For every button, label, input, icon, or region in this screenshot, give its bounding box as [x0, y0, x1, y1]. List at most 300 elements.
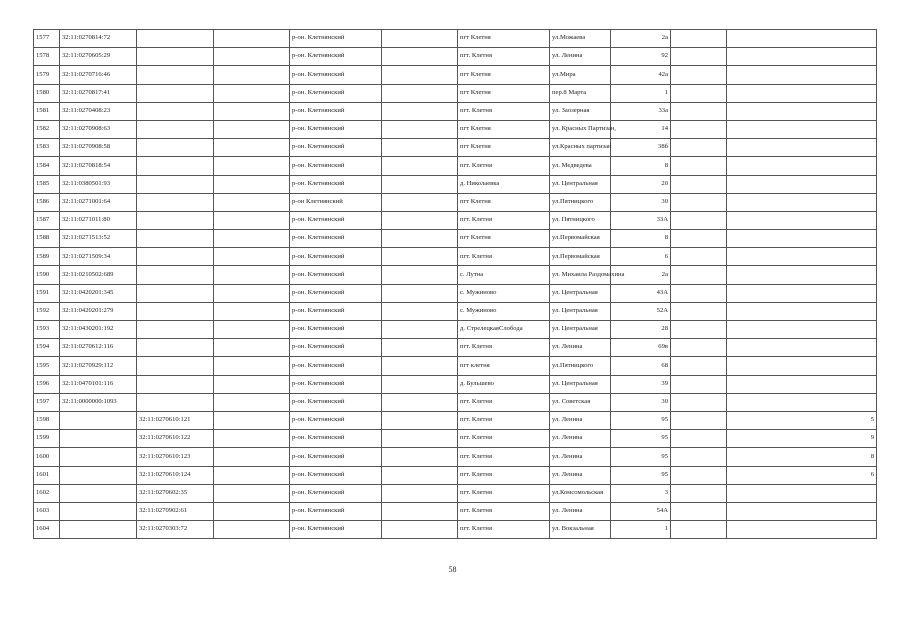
house-number-cell: 3	[611, 484, 671, 502]
house-number-cell: 20	[611, 175, 671, 193]
street-cell: ул. Медведева	[550, 157, 611, 175]
row-number-cell: 1597	[34, 393, 60, 411]
street-cell: ул.Мира	[550, 66, 611, 84]
apartment-number-cell	[727, 284, 877, 302]
house-number-cell: 92	[611, 48, 671, 66]
cadastral-number-cell: 32:11:0270716:46	[60, 66, 137, 84]
cadastral-number-cell: 32:11:0271011:80	[60, 211, 137, 229]
blank-cell	[382, 48, 458, 66]
blank-cell	[214, 339, 290, 357]
table-row	[34, 30, 877, 48]
apartment-number-cell	[727, 502, 877, 520]
row-number-cell: 1591	[34, 284, 60, 302]
apartment-number-cell	[727, 248, 877, 266]
cadastral-number-alt-cell	[137, 393, 214, 411]
house-number-cell: 54А	[611, 502, 671, 520]
blank-cell	[382, 175, 458, 193]
blank-cell	[382, 84, 458, 102]
blank-cell	[671, 84, 727, 102]
blank-cell	[382, 30, 458, 48]
blank-cell	[671, 30, 727, 48]
district-cell: р-он. Клетнянский	[290, 393, 382, 411]
apartment-number-cell	[727, 84, 877, 102]
blank-cell	[671, 48, 727, 66]
house-number-cell: 2а	[611, 266, 671, 284]
blank-cell	[214, 357, 290, 375]
table-row	[34, 411, 877, 429]
blank-cell	[214, 448, 290, 466]
blank-cell	[671, 321, 727, 339]
house-number-cell: 39	[611, 375, 671, 393]
district-cell: р-он. Клетнянский	[290, 448, 382, 466]
district-cell: р-он. Клетнянский	[290, 430, 382, 448]
blank-cell	[671, 66, 727, 84]
district-cell: р-он. Клетнянский	[290, 302, 382, 320]
cadastral-number-alt-cell	[137, 157, 214, 175]
district-cell: р-он. Клетнянский	[290, 484, 382, 502]
district-cell: р-он. Клетнянский	[290, 321, 382, 339]
cadastral-number-alt-cell	[137, 339, 214, 357]
cadastral-number-cell	[60, 466, 137, 484]
district-cell: р-он. Клетнянский	[290, 248, 382, 266]
district-cell: р-он. Клетнянский	[290, 30, 382, 48]
house-number-cell: 8	[611, 230, 671, 248]
street-cell: ул. Ленина	[550, 411, 611, 429]
street-cell: ул. Ленина	[550, 48, 611, 66]
row-number-cell: 1578	[34, 48, 60, 66]
blank-cell	[382, 430, 458, 448]
district-cell: р-он. Клетнянский	[290, 211, 382, 229]
street-cell: ул. Ленина	[550, 466, 611, 484]
street-cell: ул. Ленина	[550, 430, 611, 448]
blank-cell	[214, 157, 290, 175]
cadastral-number-cell: 32:11:0420201:345	[60, 284, 137, 302]
apartment-number-cell	[727, 521, 877, 539]
settlement-cell: пгт Клетня	[458, 230, 550, 248]
row-number-cell: 1595	[34, 357, 60, 375]
blank-cell	[214, 139, 290, 157]
blank-cell	[671, 211, 727, 229]
row-number-cell: 1598	[34, 411, 60, 429]
blank-cell	[671, 120, 727, 138]
street-cell: ул. Пятницкого	[550, 211, 611, 229]
table-row	[34, 521, 877, 539]
district-cell: р-он. Клетнянский	[290, 375, 382, 393]
house-number-cell: 68	[611, 357, 671, 375]
house-number-cell: 95	[611, 411, 671, 429]
blank-cell	[671, 448, 727, 466]
apartment-number-cell	[727, 393, 877, 411]
street-cell: пер.8 Марта	[550, 84, 611, 102]
blank-cell	[214, 411, 290, 429]
blank-cell	[382, 484, 458, 502]
district-cell: р-он. Клетнянский	[290, 521, 382, 539]
apartment-number-cell	[727, 266, 877, 284]
district-cell: р-он. Клетнянский	[290, 502, 382, 520]
street-cell: ул. Ленина	[550, 448, 611, 466]
apartment-number-cell	[727, 30, 877, 48]
settlement-cell: пгт. Клетня	[458, 502, 550, 520]
apartment-number-cell	[727, 302, 877, 320]
street-cell: ул.Можаева	[550, 30, 611, 48]
row-number-cell: 1596	[34, 375, 60, 393]
cadastral-number-cell	[60, 411, 137, 429]
cadastral-number-cell: 32:11:0270605:29	[60, 48, 137, 66]
cadastral-number-alt-cell	[137, 375, 214, 393]
blank-cell	[671, 411, 727, 429]
district-cell: р-он. Клетнянский	[290, 48, 382, 66]
apartment-number-cell	[727, 321, 877, 339]
cadastral-number-cell	[60, 484, 137, 502]
row-number-cell: 1579	[34, 66, 60, 84]
blank-cell	[382, 521, 458, 539]
row-number-cell: 1603	[34, 502, 60, 520]
blank-cell	[214, 484, 290, 502]
cadastral-number-alt-cell	[137, 30, 214, 48]
apartment-number-cell	[727, 102, 877, 120]
row-number-cell: 1602	[34, 484, 60, 502]
settlement-cell: пгт. Клетня	[458, 339, 550, 357]
register-body	[34, 30, 877, 539]
blank-cell	[214, 502, 290, 520]
cadastral-number-cell: 32:11:0270908:58	[60, 139, 137, 157]
cadastral-number-cell: 32:11:0270814:72	[60, 30, 137, 48]
table-row	[34, 393, 877, 411]
cadastral-number-alt-cell	[137, 211, 214, 229]
blank-cell	[671, 230, 727, 248]
settlement-cell: пгт. Клетня	[458, 48, 550, 66]
table-row	[34, 193, 877, 211]
blank-cell	[671, 193, 727, 211]
blank-cell	[382, 230, 458, 248]
cadastral-number-alt-cell	[137, 84, 214, 102]
district-cell: р-он. Клетнянский	[290, 102, 382, 120]
blank-cell	[671, 484, 727, 502]
street-cell: ул. Заозерная	[550, 102, 611, 120]
blank-cell	[671, 357, 727, 375]
page-number: 58	[448, 565, 457, 574]
house-number-cell: 2а	[611, 30, 671, 48]
street-cell: ул. Ленина	[550, 339, 611, 357]
district-cell: р-он. Клетнянский	[290, 266, 382, 284]
cadastral-number-alt-cell: 32:11:0270610:123	[137, 448, 214, 466]
table-row	[34, 139, 877, 157]
district-cell: р-он. Клетнянский	[290, 157, 382, 175]
blank-cell	[382, 66, 458, 84]
street-cell: ул.Первомайская	[550, 230, 611, 248]
row-number-cell: 1589	[34, 248, 60, 266]
district-cell: р-он. Клетнянский	[290, 139, 382, 157]
cadastral-number-cell: 32:11:0380501:93	[60, 175, 137, 193]
house-number-cell: 52А	[611, 302, 671, 320]
district-cell: р-он. Клетнянский	[290, 175, 382, 193]
blank-cell	[382, 302, 458, 320]
cadastral-number-alt-cell	[137, 66, 214, 84]
row-number-cell: 1585	[34, 175, 60, 193]
apartment-number-cell	[727, 66, 877, 84]
apartment-number-cell: 9	[727, 430, 877, 448]
blank-cell	[382, 448, 458, 466]
house-number-cell: 69в	[611, 339, 671, 357]
blank-cell	[214, 66, 290, 84]
cadastral-number-cell: 32:11:0430201:192	[60, 321, 137, 339]
cadastral-number-alt-cell	[137, 48, 214, 66]
blank-cell	[214, 375, 290, 393]
table-row	[34, 430, 877, 448]
street-cell: ул. Центральная	[550, 302, 611, 320]
apartment-number-cell: 8	[727, 448, 877, 466]
settlement-cell: пгт Клетня	[458, 30, 550, 48]
blank-cell	[214, 193, 290, 211]
settlement-cell: пгт Клетня	[458, 120, 550, 138]
house-number-cell: 95	[611, 466, 671, 484]
cadastral-number-cell: 32:11:0420201:279	[60, 302, 137, 320]
cadastral-number-alt-cell	[137, 120, 214, 138]
blank-cell	[214, 48, 290, 66]
blank-cell	[671, 175, 727, 193]
street-cell: ул. Центральная	[550, 375, 611, 393]
row-number-cell: 1577	[34, 30, 60, 48]
table-row	[34, 211, 877, 229]
house-number-cell: 1	[611, 521, 671, 539]
settlement-cell: пгт. Клетня	[458, 248, 550, 266]
table-row	[34, 339, 877, 357]
district-cell: р-он. Клетнянский	[290, 120, 382, 138]
house-number-cell: 33А	[611, 211, 671, 229]
table-row	[34, 448, 877, 466]
street-cell: ул. Центральная	[550, 321, 611, 339]
cadastral-number-cell: 32:11:0270929:112	[60, 357, 137, 375]
blank-cell	[671, 375, 727, 393]
blank-cell	[214, 466, 290, 484]
blank-cell	[214, 284, 290, 302]
blank-cell	[382, 102, 458, 120]
blank-cell	[214, 211, 290, 229]
street-cell: ул. Центральная	[550, 175, 611, 193]
table-row	[34, 84, 877, 102]
blank-cell	[382, 248, 458, 266]
street-cell: ул.Пятницкого	[550, 357, 611, 375]
settlement-cell: пгт. Клетня	[458, 393, 550, 411]
house-number-cell: 33а	[611, 102, 671, 120]
row-number-cell: 1586	[34, 193, 60, 211]
blank-cell	[671, 393, 727, 411]
settlement-cell: пгт. Клетня	[458, 521, 550, 539]
row-number-cell: 1588	[34, 230, 60, 248]
cadastral-number-cell: 32:11:0271001:64	[60, 193, 137, 211]
blank-cell	[214, 393, 290, 411]
cadastral-number-alt-cell	[137, 230, 214, 248]
settlement-cell: д. Николаевка	[458, 175, 550, 193]
street-cell: ул.Первомайская	[550, 248, 611, 266]
blank-cell	[671, 266, 727, 284]
blank-cell	[214, 521, 290, 539]
blank-cell	[214, 266, 290, 284]
apartment-number-cell	[727, 120, 877, 138]
street-cell: ул. Центральная	[550, 284, 611, 302]
house-number-cell: 95	[611, 430, 671, 448]
table-row	[34, 357, 877, 375]
district-cell: р-он. Клетнянский	[290, 84, 382, 102]
table-row	[34, 230, 877, 248]
cadastral-number-cell: 32:11:0271513:52	[60, 230, 137, 248]
property-register-table	[33, 29, 877, 539]
blank-cell	[382, 284, 458, 302]
blank-cell	[671, 302, 727, 320]
house-number-cell: 1	[611, 84, 671, 102]
row-number-cell: 1583	[34, 139, 60, 157]
settlement-cell: пгт. Клетня	[458, 102, 550, 120]
apartment-number-cell	[727, 157, 877, 175]
table-row	[34, 266, 877, 284]
blank-cell	[382, 211, 458, 229]
house-number-cell: 43А	[611, 284, 671, 302]
street-cell: ул.Пятницкого	[550, 193, 611, 211]
table-row	[34, 502, 877, 520]
table-row	[34, 302, 877, 320]
cadastral-number-cell	[60, 430, 137, 448]
table-row	[34, 375, 877, 393]
settlement-cell: пгт Клетня	[458, 66, 550, 84]
table-row	[34, 102, 877, 120]
apartment-number-cell	[727, 484, 877, 502]
row-number-cell: 1582	[34, 120, 60, 138]
table-row	[34, 175, 877, 193]
row-number-cell: 1592	[34, 302, 60, 320]
apartment-number-cell	[727, 375, 877, 393]
blank-cell	[382, 120, 458, 138]
street-cell: ул.Красных партизан	[550, 139, 611, 157]
house-number-cell: 28	[611, 321, 671, 339]
blank-cell	[214, 302, 290, 320]
apartment-number-cell	[727, 193, 877, 211]
cadastral-number-alt-cell	[137, 139, 214, 157]
district-cell: р-он. Клетнянский	[290, 411, 382, 429]
street-cell: ул. Советская	[550, 393, 611, 411]
cadastral-number-alt-cell	[137, 357, 214, 375]
cadastral-number-alt-cell: 32:11:0270610:124	[137, 466, 214, 484]
blank-cell	[671, 430, 727, 448]
cadastral-number-alt-cell	[137, 102, 214, 120]
row-number-cell: 1587	[34, 211, 60, 229]
cadastral-number-alt-cell	[137, 248, 214, 266]
apartment-number-cell	[727, 211, 877, 229]
apartment-number-cell	[727, 175, 877, 193]
street-cell: ул. Красных Партизан,	[550, 120, 611, 138]
table-row	[34, 484, 877, 502]
table-row	[34, 321, 877, 339]
cadastral-number-alt-cell: 32:11:0270610:122	[137, 430, 214, 448]
settlement-cell: пгт. Клетня	[458, 466, 550, 484]
blank-cell	[382, 266, 458, 284]
street-cell: ул. Вокзальная	[550, 521, 611, 539]
house-number-cell: 42а	[611, 66, 671, 84]
blank-cell	[382, 502, 458, 520]
row-number-cell: 1601	[34, 466, 60, 484]
blank-cell	[671, 248, 727, 266]
cadastral-number-cell: 32:11:0270818:54	[60, 157, 137, 175]
apartment-number-cell	[727, 48, 877, 66]
table-row	[34, 157, 877, 175]
settlement-cell: с. Мужиново	[458, 284, 550, 302]
blank-cell	[671, 102, 727, 120]
blank-cell	[382, 393, 458, 411]
blank-cell	[214, 321, 290, 339]
settlement-cell: пгт Клетня	[458, 193, 550, 211]
blank-cell	[671, 466, 727, 484]
house-number-cell: 38б	[611, 139, 671, 157]
district-cell: р-он Клетнянский	[290, 193, 382, 211]
blank-cell	[382, 339, 458, 357]
cadastral-number-alt-cell: 32:11:0270610:121	[137, 411, 214, 429]
cadastral-number-cell	[60, 502, 137, 520]
blank-cell	[671, 502, 727, 520]
blank-cell	[382, 157, 458, 175]
settlement-cell: пгт. Клетня	[458, 430, 550, 448]
district-cell: р-он. Клетнянский	[290, 284, 382, 302]
table-row	[34, 248, 877, 266]
house-number-cell: 6	[611, 248, 671, 266]
cadastral-number-alt-cell	[137, 175, 214, 193]
blank-cell	[214, 430, 290, 448]
table-row	[34, 120, 877, 138]
cadastral-number-cell: 32:11:0270408:23	[60, 102, 137, 120]
blank-cell	[214, 248, 290, 266]
cadastral-number-cell: 32:11:0270817:41	[60, 84, 137, 102]
cadastral-number-cell: 32:11:0210502:689	[60, 266, 137, 284]
apartment-number-cell: 5	[727, 411, 877, 429]
row-number-cell: 1580	[34, 84, 60, 102]
row-number-cell: 1594	[34, 339, 60, 357]
row-number-cell: 1599	[34, 430, 60, 448]
street-cell: ул. Ленина	[550, 502, 611, 520]
blank-cell	[671, 521, 727, 539]
district-cell: р-он. Клетнянский	[290, 357, 382, 375]
blank-cell	[382, 139, 458, 157]
blank-cell	[382, 375, 458, 393]
settlement-cell: д. СтрелецкаяСлобода	[458, 321, 550, 339]
blank-cell	[382, 357, 458, 375]
settlement-cell: пгт. Клетня	[458, 411, 550, 429]
apartment-number-cell	[727, 230, 877, 248]
table-row	[34, 284, 877, 302]
apartment-number-cell	[727, 139, 877, 157]
blank-cell	[671, 139, 727, 157]
row-number-cell: 1584	[34, 157, 60, 175]
row-number-cell: 1604	[34, 521, 60, 539]
cadastral-number-alt-cell: 32:11:0270303:72	[137, 521, 214, 539]
apartment-number-cell: 6	[727, 466, 877, 484]
blank-cell	[382, 193, 458, 211]
cadastral-number-cell	[60, 448, 137, 466]
blank-cell	[382, 411, 458, 429]
cadastral-number-cell: 32:11:0270612:116	[60, 339, 137, 357]
cadastral-number-alt-cell	[137, 193, 214, 211]
cadastral-number-cell	[60, 521, 137, 539]
settlement-cell: с. Лутна	[458, 266, 550, 284]
settlement-cell: пгт Клетня	[458, 139, 550, 157]
blank-cell	[214, 120, 290, 138]
cadastral-number-cell: 32:11:0271509:34	[60, 248, 137, 266]
blank-cell	[214, 230, 290, 248]
blank-cell	[671, 339, 727, 357]
house-number-cell: 30	[611, 193, 671, 211]
row-number-cell: 1593	[34, 321, 60, 339]
apartment-number-cell	[727, 357, 877, 375]
cadastral-number-alt-cell: 32:11:0270902:61	[137, 502, 214, 520]
house-number-cell: 8	[611, 157, 671, 175]
district-cell: р-он. Клетнянский	[290, 466, 382, 484]
